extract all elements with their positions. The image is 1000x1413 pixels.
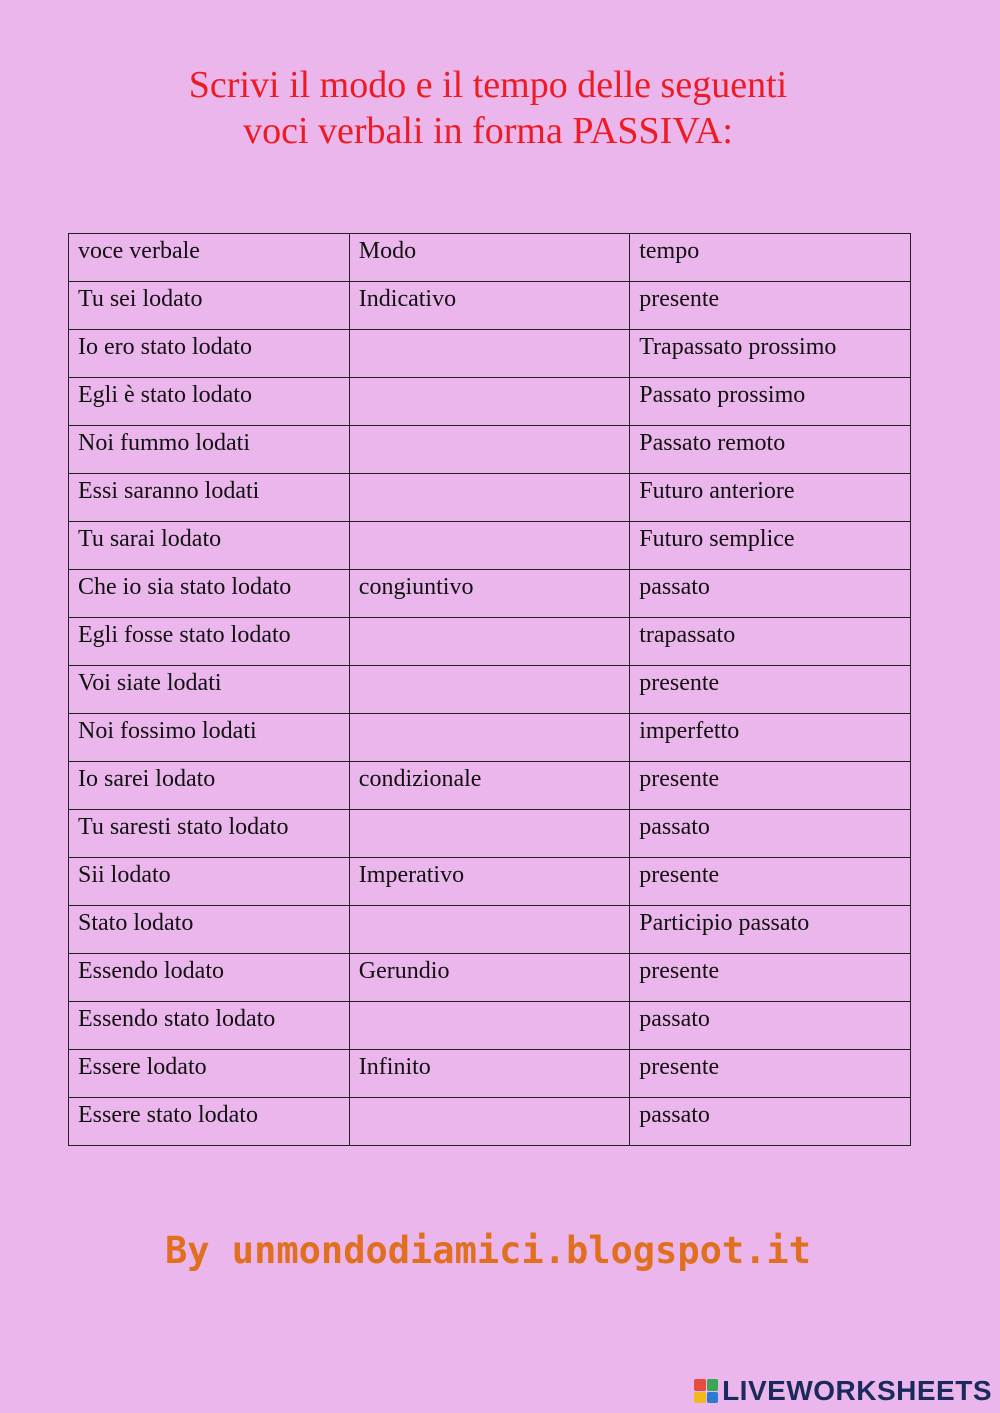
cell-modo[interactable] — [349, 1002, 629, 1050]
title-line-1: Scrivi il modo e il tempo delle seguenti — [188, 64, 788, 106]
table-row — [69, 474, 911, 522]
table-row — [69, 858, 911, 906]
cell-modo: Indicativo — [349, 282, 629, 330]
cell-voce-verbale: Essendo lodato — [69, 954, 350, 1002]
cell-voce-verbale: Essendo stato lodato — [69, 1002, 350, 1050]
cell-modo[interactable] — [349, 810, 629, 858]
cell-voce-verbale: Noi fummo lodati — [69, 426, 350, 474]
cell-tempo: Futuro anteriore — [630, 474, 911, 522]
verb-table — [68, 233, 911, 1146]
cell-tempo: presente — [630, 762, 911, 810]
liveworksheets-logo — [694, 1376, 992, 1406]
cell-voce-verbale: Io ero stato lodato — [69, 330, 350, 378]
table-row — [69, 282, 911, 330]
cell-voce-verbale: Noi fossimo lodati — [69, 714, 350, 762]
cell-modo: Gerundio — [349, 954, 629, 1002]
cell-voce-verbale: Essere lodato — [69, 1050, 350, 1098]
cell-tempo: passato — [630, 570, 911, 618]
cell-voce-verbale: Egli fosse stato lodato — [69, 618, 350, 666]
cell-tempo: Trapassato prossimo — [630, 330, 911, 378]
credit-text: By unmondodiamici.blogspot.it — [164, 1229, 811, 1272]
cell-modo: Infinito — [349, 1050, 629, 1098]
cell-tempo: presente — [630, 1050, 911, 1098]
table-row — [69, 1050, 911, 1098]
table-row — [69, 1002, 911, 1050]
cell-modo[interactable] — [349, 666, 629, 714]
cell-modo[interactable] — [349, 330, 629, 378]
cell-tempo: Passato remoto — [630, 426, 911, 474]
cell-modo[interactable] — [349, 714, 629, 762]
cell-modo: congiuntivo — [349, 570, 629, 618]
table-row — [69, 522, 911, 570]
cell-voce-verbale: Sii lodato — [69, 858, 350, 906]
cell-voce-verbale: Voi siate lodati — [69, 666, 350, 714]
cell-voce-verbale: Essere stato lodato — [69, 1098, 350, 1146]
cell-tempo: trapassato — [630, 618, 911, 666]
table-row — [69, 570, 911, 618]
cell-tempo: Participio passato — [630, 906, 911, 954]
table-row — [69, 906, 911, 954]
cell-voce-verbale: Io sarei lodato — [69, 762, 350, 810]
table-row — [69, 330, 911, 378]
table-row — [69, 618, 911, 666]
cell-tempo: Futuro semplice — [630, 522, 911, 570]
cell-tempo: passato — [630, 1098, 911, 1146]
cell-modo[interactable] — [349, 1098, 629, 1146]
cell-tempo: presente — [630, 858, 911, 906]
table-header-row — [69, 234, 911, 282]
worksheet-title — [0, 62, 976, 154]
cell-voce-verbale: Essi saranno lodati — [69, 474, 350, 522]
table-row — [69, 714, 911, 762]
table-row — [69, 666, 911, 714]
cell-modo[interactable] — [349, 378, 629, 426]
cell-voce-verbale: Tu sarai lodato — [69, 522, 350, 570]
cell-tempo: presente — [630, 666, 911, 714]
cell-tempo: imperfetto — [630, 714, 911, 762]
cell-modo[interactable] — [349, 474, 629, 522]
liveworksheets-logo-icon — [694, 1379, 718, 1403]
cell-voce-verbale: Tu saresti stato lodato — [69, 810, 350, 858]
cell-voce-verbale: Che io sia stato lodato — [69, 570, 350, 618]
header-voce-verbale: voce verbale — [69, 234, 350, 282]
cell-tempo: presente — [630, 282, 911, 330]
cell-modo[interactable] — [349, 522, 629, 570]
cell-tempo: passato — [630, 1002, 911, 1050]
table-row — [69, 810, 911, 858]
cell-voce-verbale: Tu sei lodato — [69, 282, 350, 330]
cell-voce-verbale: Stato lodato — [69, 906, 350, 954]
table-row — [69, 426, 911, 474]
header-modo: Modo — [349, 234, 629, 282]
table-row — [69, 378, 911, 426]
header-tempo: tempo — [630, 234, 911, 282]
cell-modo[interactable] — [349, 426, 629, 474]
cell-modo: Imperativo — [349, 858, 629, 906]
cell-modo[interactable] — [349, 906, 629, 954]
title-line-2: voci verbali in forma PASSIVA: — [243, 110, 733, 152]
cell-tempo: passato — [630, 810, 911, 858]
cell-modo[interactable] — [349, 618, 629, 666]
table-row — [69, 954, 911, 1002]
cell-modo: condizionale — [349, 762, 629, 810]
table-row — [69, 1098, 911, 1146]
table-row — [69, 762, 911, 810]
cell-tempo: presente — [630, 954, 911, 1002]
cell-voce-verbale: Egli è stato lodato — [69, 378, 350, 426]
cell-tempo: Passato prossimo — [630, 378, 911, 426]
logo-text: LIVEWORKSHEETS — [722, 1375, 992, 1406]
